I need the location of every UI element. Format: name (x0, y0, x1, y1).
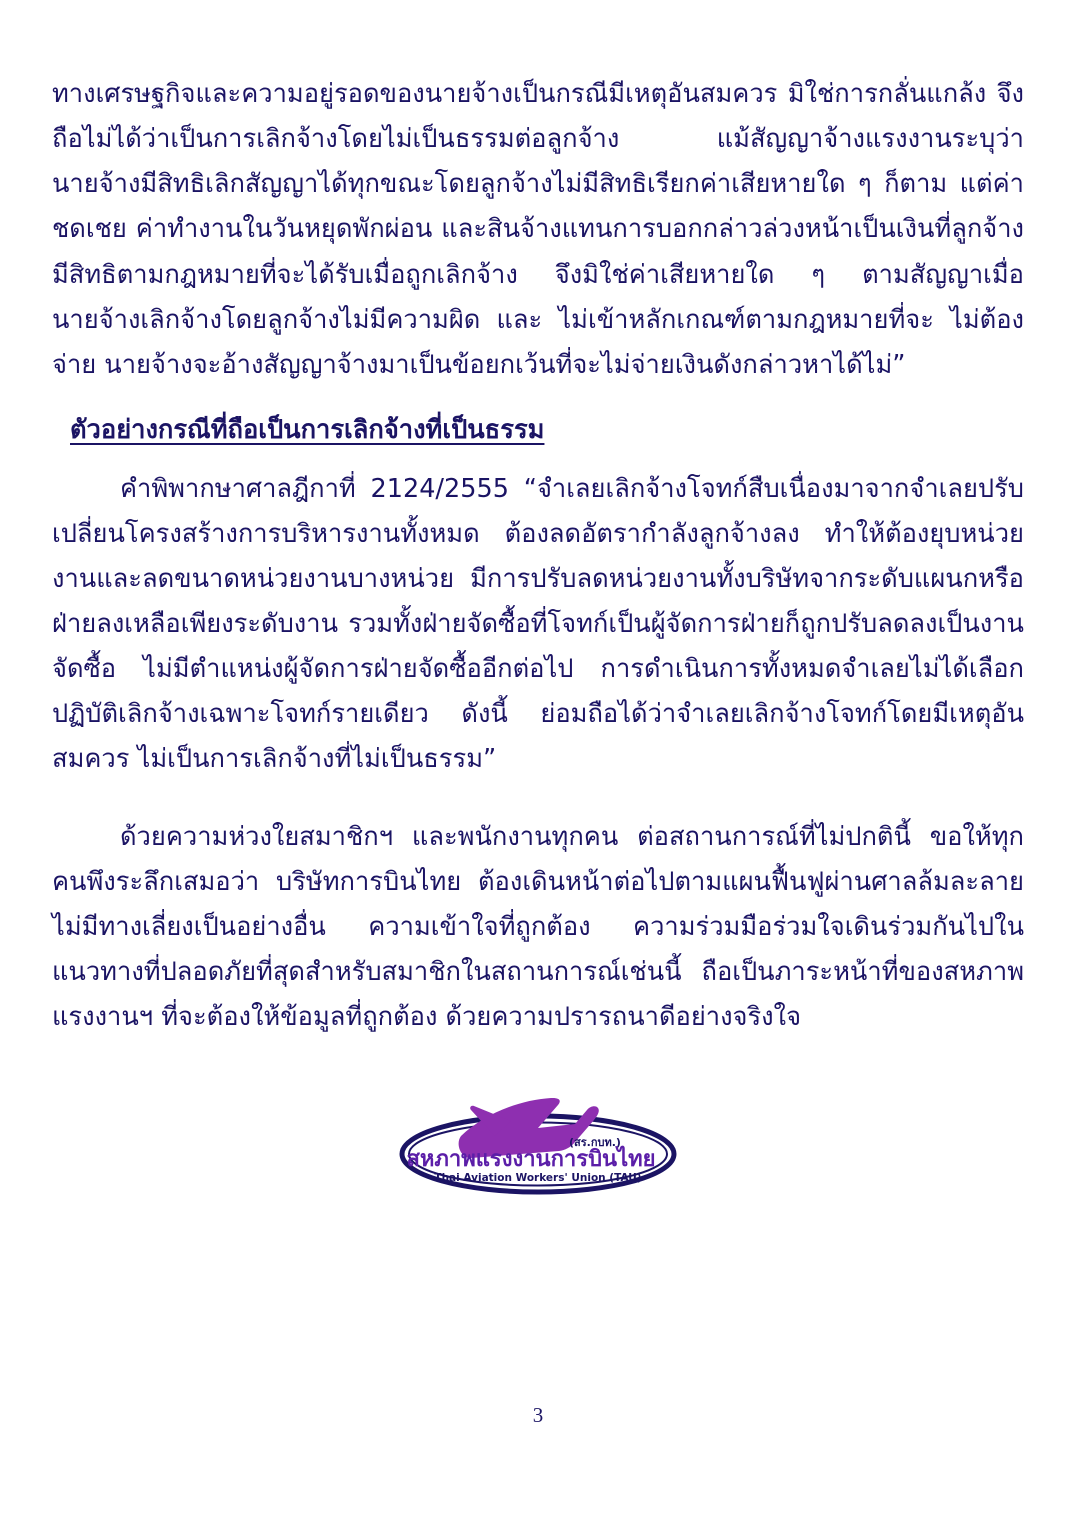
spacer (52, 789, 1024, 815)
page-number: 3 (532, 1403, 544, 1427)
logo-container (52, 1084, 1024, 1196)
union-logo (399, 1084, 677, 1196)
paragraph-court-ruling: คำพิพากษาศาลฎีกาที่ 2124/2555 “จำเลยเลิกจ้างโจทก์สืบเนื่องมาจากจำเลยปรับเปลี่ยนโครงสร้างการบริหารงานทั้งหมด ต้องลดอัตรากำลังลูกจ้างลง ทำให้ต้องยุบหน่วยงานและลดขนาดหน่วยงานบางหน่วย มีการปรับลดหน่วยงานทั้งบริษัทจากระดับแผนกหรือฝ่ายลงเหลือเพียงระดับงาน รวมทั้งฝ่ายจัดซื้อที่โจทก์เป็นผู้จัดการฝ่ายก็ถูกปรับลดลงเป็นงานจัดซื้อ ไม่มีตำแหน่งผู้จัดการฝ่ายจัดซื้ออีกต่อไป การดำเนินการทั้งหมดจำเลยไม่ได้เลือกปฏิบัติเลิกจ้างเฉพาะโจทก์รายเดียว ดังนี้ ย่อมถือได้ว่าจำเลยเลิกจ้างโจทก์โดยมีเหตุอันสมควร ไม่เป็นการเลิกจ้างที่ไม่เป็นธรรม” (52, 473, 1024, 775)
paragraph-closing-message: ด้วยความห่วงใยสมาชิกฯ และพนักงานทุกคน ต่อสถานการณ์ที่ไม่ปกตินี้ ขอให้ทุกคนพึงระลึกเสมอว่า บริษัทการบินไทย ต้องเดินหน้าต่อไปตามแผนฟื้นฟูผ่านศาลล้มละลาย ไม่มีทางเลี่ยงเป็นอย่างอื่น ความเข้าใจที่ถูกต้อง ความร่วมมือร่วมใจเดินร่วมกันไปในแนวทางที่ปลอดภัยที่สุดสำหรับสมาชิกในสถานการณ์เช่นนี้ ถือเป็นภาระหน้าที่ของสหภาพแรงงานฯ ที่จะต้องให้ข้อมูลที่ถูกต้อง ด้วยความปรารถนาดีอย่างจริงใจ (52, 821, 1024, 1033)
document-body (52, 72, 1024, 1040)
logo-thai-name: สหภาพแรงงานการบินไทย (406, 1147, 656, 1173)
union-logo-graphic (399, 1084, 677, 1196)
spacer (52, 394, 1024, 410)
spacer (52, 451, 1024, 467)
paragraph-continuation: ทางเศรษฐกิจและความอยู่รอดของนายจ้างเป็นกรณีมีเหตุอันสมควร มิใช่การกลั่นแกล้ง จึงถือไม่ได้ว่าเป็นการเลิกจ้างโดยไม่เป็นธรรมต่อลูกจ้าง แม้สัญญาจ้างแรงงานระบุว่า นายจ้างมีสิทธิเลิกสัญญาได้ทุกขณะโดยลูกจ้างไม่มีสิทธิเรียกค่าเสียหายใด ๆ ก็ตาม แต่ค่าชดเชย ค่าทำงานในวันหยุดพักผ่อน และสินจ้างแทนการบอกกล่าวล่วงหน้าเป็นเงินที่ลูกจ้างมีสิทธิตามกฎหมายที่จะได้รับเมื่อถูกเลิกจ้าง จึงมิใช่ค่าเสียหายใด ๆ ตามสัญญาเมื่อนายจ้างเลิกจ้างโดยลูกจ้างไม่มีความผิด และ ไม่เข้าหลักเกณฑ์ตามกฎหมายที่จะ ไม่ต้องจ่าย นายจ้างจะอ้างสัญญาจ้างมาเป็นข้อยกเว้นที่จะไม่จ่ายเงินดังกล่าวหาได้ไม่” (52, 79, 1024, 380)
logo-abbreviation: (สร.กบท.) (569, 1136, 621, 1150)
logo-english-name: Thai Aviation Workers' Union (TAU) (434, 1172, 642, 1185)
section-heading: ตัวอย่างกรณีที่ถือเป็นการเลิกจ้างที่เป็นธรรม (70, 414, 545, 445)
